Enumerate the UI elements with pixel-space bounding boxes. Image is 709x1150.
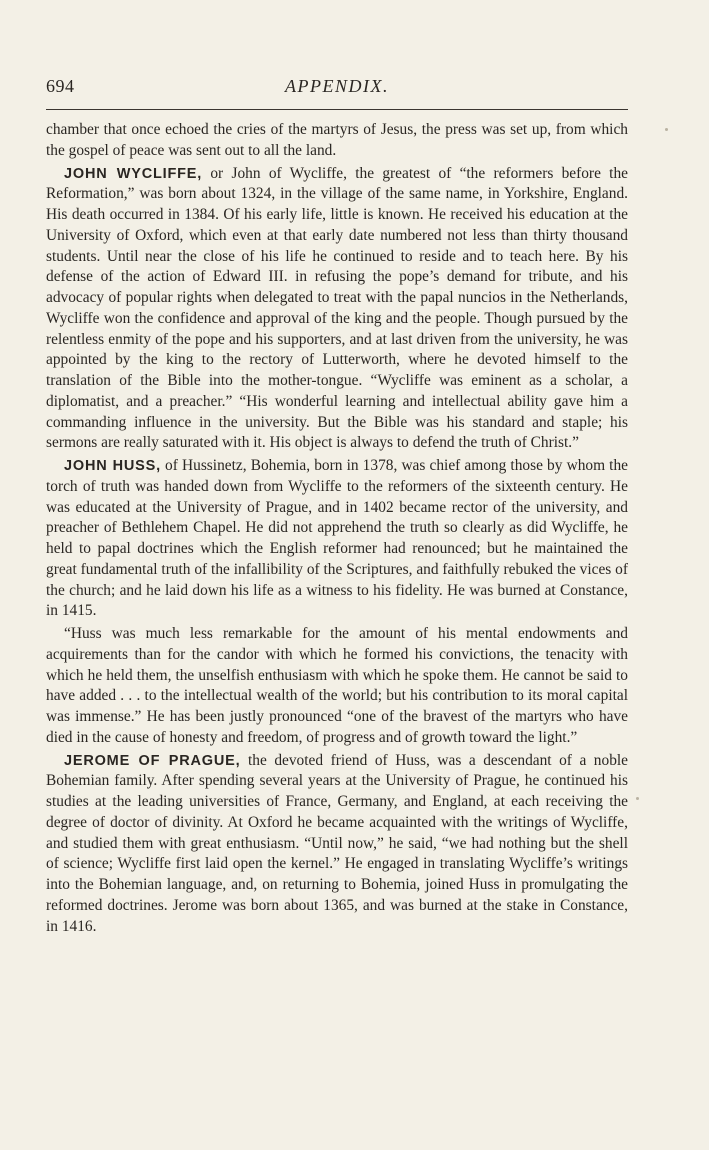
huss-quote-paragraph: “Huss was much less remarkable for the amount of his mental endowments and acquirements than for the candor with which he formed his convictions, the tenacity with which he held them, the unselfish enthusiasm with which he spoke them. He cannot be said to have added . . . to the intellectual wealth of the world; but his contribution to its moral capital was immense.” He has been justly pronounced “one of the bravest of the martyrs who have died in the cause of honesty and freedom, of progress and of growth toward the light.”	[46, 625, 628, 746]
wycliffe-text: or John of Wycliffe, the greatest of “the reformers before the Reformation,” was born about 1324, in the village of the same name, in Yorkshire, England. His death occurred in 1384. Of his early life, little is known. He received his education at the University of Oxford, which even at that early date numbered not less than thirty thousand students. Until near the close of his life he continued to reside and to teach here. By his defense of the action of Edward III. in refusing the pope’s demand for tribute, and his advocacy of popular rights when delegated to treat with the papal nuncios in the Netherlands, Wycliffe won the confidence and approval of the king and the people. Though pursued by the relentless enmity of the pope and his supporters, and at last driven from the university, he was appointed by the king to the rectory of Lutterworth, where he devoted himself to the translation of the Bible into the mother-tongue. “Wycliffe was eminent as a scholar, a diplomatist, and a preacher.” “His wonderful learning and intellectual ability gave him a commanding influence in the university. But the Bible was his standard and staple; his sermons are really saturated with it. His object is always to defend the truth of Christ.”	[46, 164, 628, 452]
body-text	[46, 120, 628, 939]
header-rule	[46, 109, 628, 110]
continuation-paragraph: chamber that once echoed the cries of the martyrs of Jesus, the press was set up, from which the gospel of peace was sent out to all the land.	[46, 121, 628, 159]
huss-entry	[46, 456, 628, 622]
running-title: APPENDIX.	[285, 76, 389, 96]
huss-text: of Hussinetz, Bohemia, born in 1378, was chief among those by whom the torch of truth was handed down from Wycliffe to the reformers of the sixteenth century. He was educated at the University of Prague, and in 1402 became rector of the university, and preacher of Bethlehem Chapel. He did not apprehend the truth so clearly as did Wycliffe, he held to papal doctrines which the English reformer had renounced; but he maintained the great fundamental truth of the infallibility of the Scriptures, and faithfully rebuked the vices of the church; and he laid down his life as a witness to his fidelity. He was burned at Constance, in 1415.	[46, 457, 628, 620]
margin-speck	[636, 797, 639, 800]
page-number: 694	[46, 76, 75, 96]
margin-speck	[665, 128, 668, 131]
entry-heading-jerome: JEROME OF PRAGUE,	[64, 752, 241, 769]
jerome-entry	[46, 751, 628, 938]
running-head	[46, 76, 628, 100]
jerome-text: the devoted friend of Huss, was a descendant of a noble Bohemian family. After spending several years at the University of Prague, he continued his studies at the leading universities of France, Germany, and England, at each receiving the degree of doctor of divinity. At Oxford he became acquainted with the writings of Wycliffe, and studied them with great enthusiasm. “Until now,” he said, “we had nothing but the shell of science; Wycliffe first laid open the kernel.” He engaged in translating Wycliffe’s writings into the Bohemian language, and, on returning to Bohemia, joined Huss in promulgating the reformed doctrines. Jerome was born about 1365, and was burned at the stake in Constance, in 1416.	[46, 751, 628, 935]
entry-heading-wycliffe: JOHN WYCLIFFE,	[64, 165, 203, 182]
entry-heading-huss: JOHN HUSS,	[64, 458, 161, 474]
wycliffe-entry	[46, 164, 628, 455]
